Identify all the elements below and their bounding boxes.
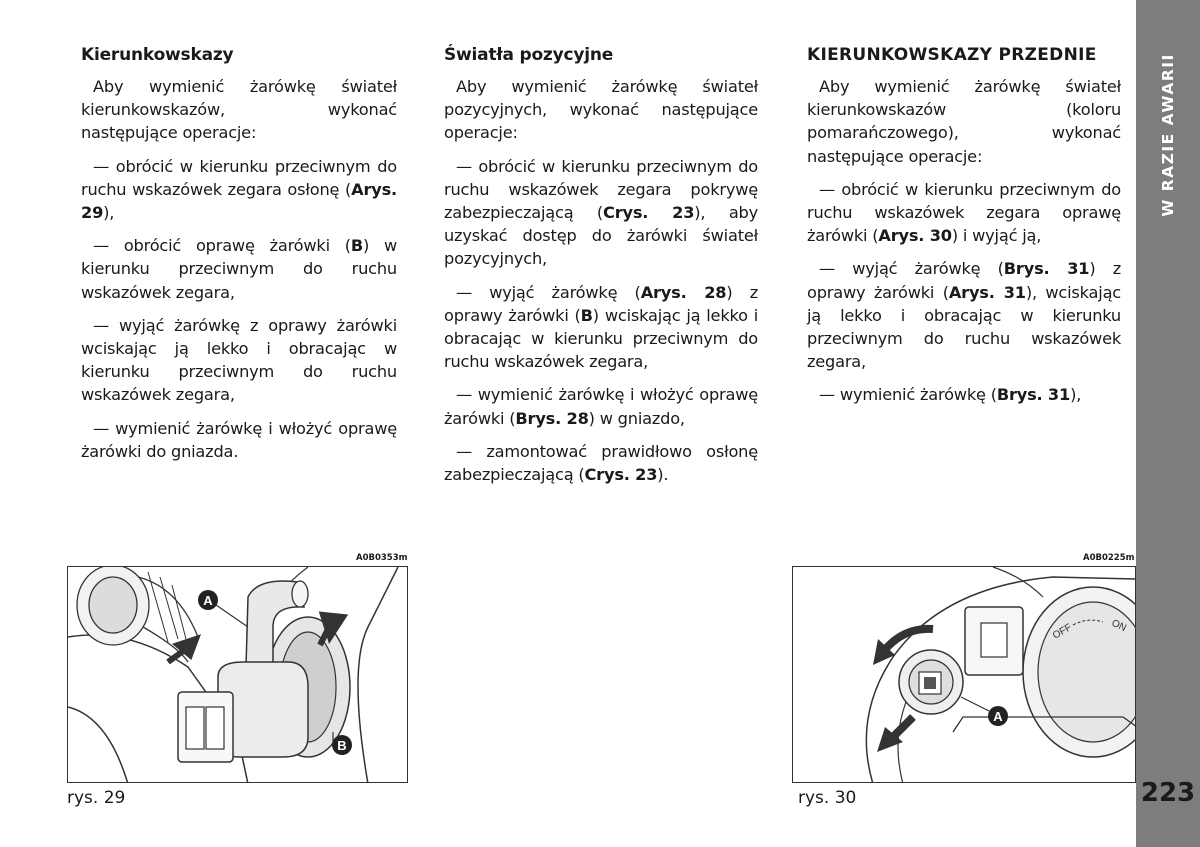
paragraph-text: ), wciskając ją lekko i obracając w kierunku przeciwnym do ruchu wskazówek zegara, bbox=[807, 282, 1121, 372]
paragraph-text: ) i wyjąć ją, bbox=[951, 226, 1042, 246]
paragraph-text: — obrócić w kierunku przeciwnym do ruchu wskazówek zegara oprawę żarówki ( bbox=[807, 179, 1121, 246]
figure-30-illustration bbox=[792, 566, 1136, 783]
paragraph-text: ), bbox=[1070, 385, 1082, 405]
chapter-label: W RAZIE AWARII bbox=[1159, 53, 1177, 217]
body-paragraph bbox=[81, 75, 397, 145]
figure-reference: Arys. 30 bbox=[878, 226, 952, 246]
paragraph-text: — obrócić w kierunku przeciwnym do ruchu wskazówek zegara pokrywę zabezpieczającą ( bbox=[444, 156, 758, 223]
body-paragraph bbox=[81, 417, 397, 463]
column-body bbox=[81, 75, 397, 463]
column-kierunkowskazy bbox=[81, 40, 397, 473]
figure-reference: Arys. 31 bbox=[948, 282, 1026, 302]
page-number: 223 bbox=[1140, 778, 1196, 808]
paragraph-text: — wymienić żarówkę i włożyć oprawę żarówki do gniazda. bbox=[81, 418, 397, 461]
section-heading: KIERUNKOWSKAZY PRZEDNIE bbox=[807, 44, 1097, 65]
body-paragraph bbox=[81, 234, 397, 304]
body-paragraph bbox=[807, 257, 1121, 373]
section-heading: Kierunkowskazy bbox=[81, 44, 234, 65]
callout-b: B bbox=[337, 738, 347, 753]
column-body bbox=[444, 75, 758, 486]
figure-reference: Brys. 31 bbox=[996, 385, 1071, 405]
figure-29-illustration bbox=[67, 566, 408, 783]
figure-reference: Brys. 31 bbox=[1003, 259, 1090, 279]
figure-reference: Brys. 28 bbox=[515, 408, 589, 428]
column-swiatla-pozycyjne bbox=[444, 40, 758, 496]
paragraph-text: ), aby uzyskać dostęp do żarówki świateł pozycyjnych, bbox=[444, 203, 758, 269]
body-paragraph bbox=[807, 178, 1121, 248]
paragraph-text: ), bbox=[103, 203, 115, 223]
callout-a: A bbox=[203, 593, 213, 608]
paragraph-text: — obrócić w kierunku przeciwnym do ruchu wskazówek zegara osłonę ( bbox=[81, 156, 397, 199]
callout-a: A bbox=[993, 709, 1003, 724]
paragraph-text: — zamontować prawidłowo osłonę zabezpieczającą ( bbox=[444, 441, 758, 485]
paragraph-text: — wymienić żarówkę ( bbox=[819, 385, 997, 405]
paragraph-text: — wymienić żarówkę i włożyć oprawę żarówki ( bbox=[444, 385, 758, 428]
paragraph-text: — obrócić oprawę żarówki ( bbox=[93, 236, 351, 256]
paragraph-text: ) w gniazdo, bbox=[588, 408, 685, 428]
body-paragraph bbox=[807, 383, 1121, 406]
paragraph-text: ) wciskając ją lekko i obracając w kierunku przeciwnym do ruchu wskazówek zegara, bbox=[444, 305, 759, 372]
paragraph-text: — wyjąć żarówkę z oprawy żarówki wciskając ją lekko i obracając w kierunku przeciwnym do ruchu wskazówek zegara, bbox=[81, 315, 397, 405]
column-kierunkowskazy-przednie bbox=[807, 40, 1121, 417]
body-paragraph bbox=[81, 155, 397, 225]
off-label: OFF bbox=[1051, 622, 1074, 642]
figure-reference: B bbox=[580, 305, 593, 325]
on-label: ON bbox=[1109, 617, 1128, 635]
paragraph-text: ) z oprawy żarówki ( bbox=[444, 282, 759, 325]
body-paragraph bbox=[444, 75, 758, 145]
body-paragraph bbox=[444, 281, 758, 374]
figure-29-caption: rys. 29 bbox=[67, 788, 126, 808]
figure-30-caption: rys. 30 bbox=[798, 788, 857, 808]
turn-signal-bulb-holder-drawing bbox=[68, 567, 408, 783]
paragraph-text: Aby wymienić żarówkę świateł kierunkowskazów, wykonać następujące operacje: bbox=[81, 77, 397, 143]
paragraph-text: ). bbox=[657, 465, 669, 485]
paragraph-text: — wyjąć żarówkę ( bbox=[456, 282, 641, 302]
body-paragraph bbox=[444, 440, 758, 486]
paragraph-text: ) w kierunku przeciwnym do ruchu wskazówek zegara, bbox=[81, 236, 398, 302]
body-paragraph bbox=[444, 383, 758, 429]
figure-reference: Crys. 23 bbox=[584, 465, 658, 485]
figure-reference: Crys. 23 bbox=[603, 203, 695, 223]
figure-reference: Arys. 28 bbox=[640, 282, 727, 302]
paragraph-text: Aby wymienić żarówkę świateł pozycyjnych, wykonać następujące operacje: bbox=[444, 77, 758, 143]
body-paragraph bbox=[81, 314, 397, 407]
paragraph-text: ) z oprawy żarówki ( bbox=[807, 259, 1121, 302]
figure-reference: B bbox=[350, 236, 363, 256]
figure-code: A0B0225m bbox=[1083, 553, 1135, 563]
paragraph-text: — wyjąć żarówkę ( bbox=[819, 259, 1004, 279]
body-paragraph bbox=[807, 75, 1121, 168]
figure-code: A0B0353m bbox=[356, 553, 408, 563]
section-heading: Światła pozycyjne bbox=[444, 44, 614, 65]
figure-reference: Arys. 29 bbox=[81, 179, 397, 223]
body-paragraph bbox=[444, 155, 758, 271]
front-indicator-holder-drawing bbox=[793, 567, 1136, 783]
column-body bbox=[807, 75, 1121, 407]
paragraph-text: Aby wymienić żarówkę świateł kierunkowskazów (koloru pomarańczowego), wykonać następujące operacje: bbox=[807, 77, 1121, 166]
